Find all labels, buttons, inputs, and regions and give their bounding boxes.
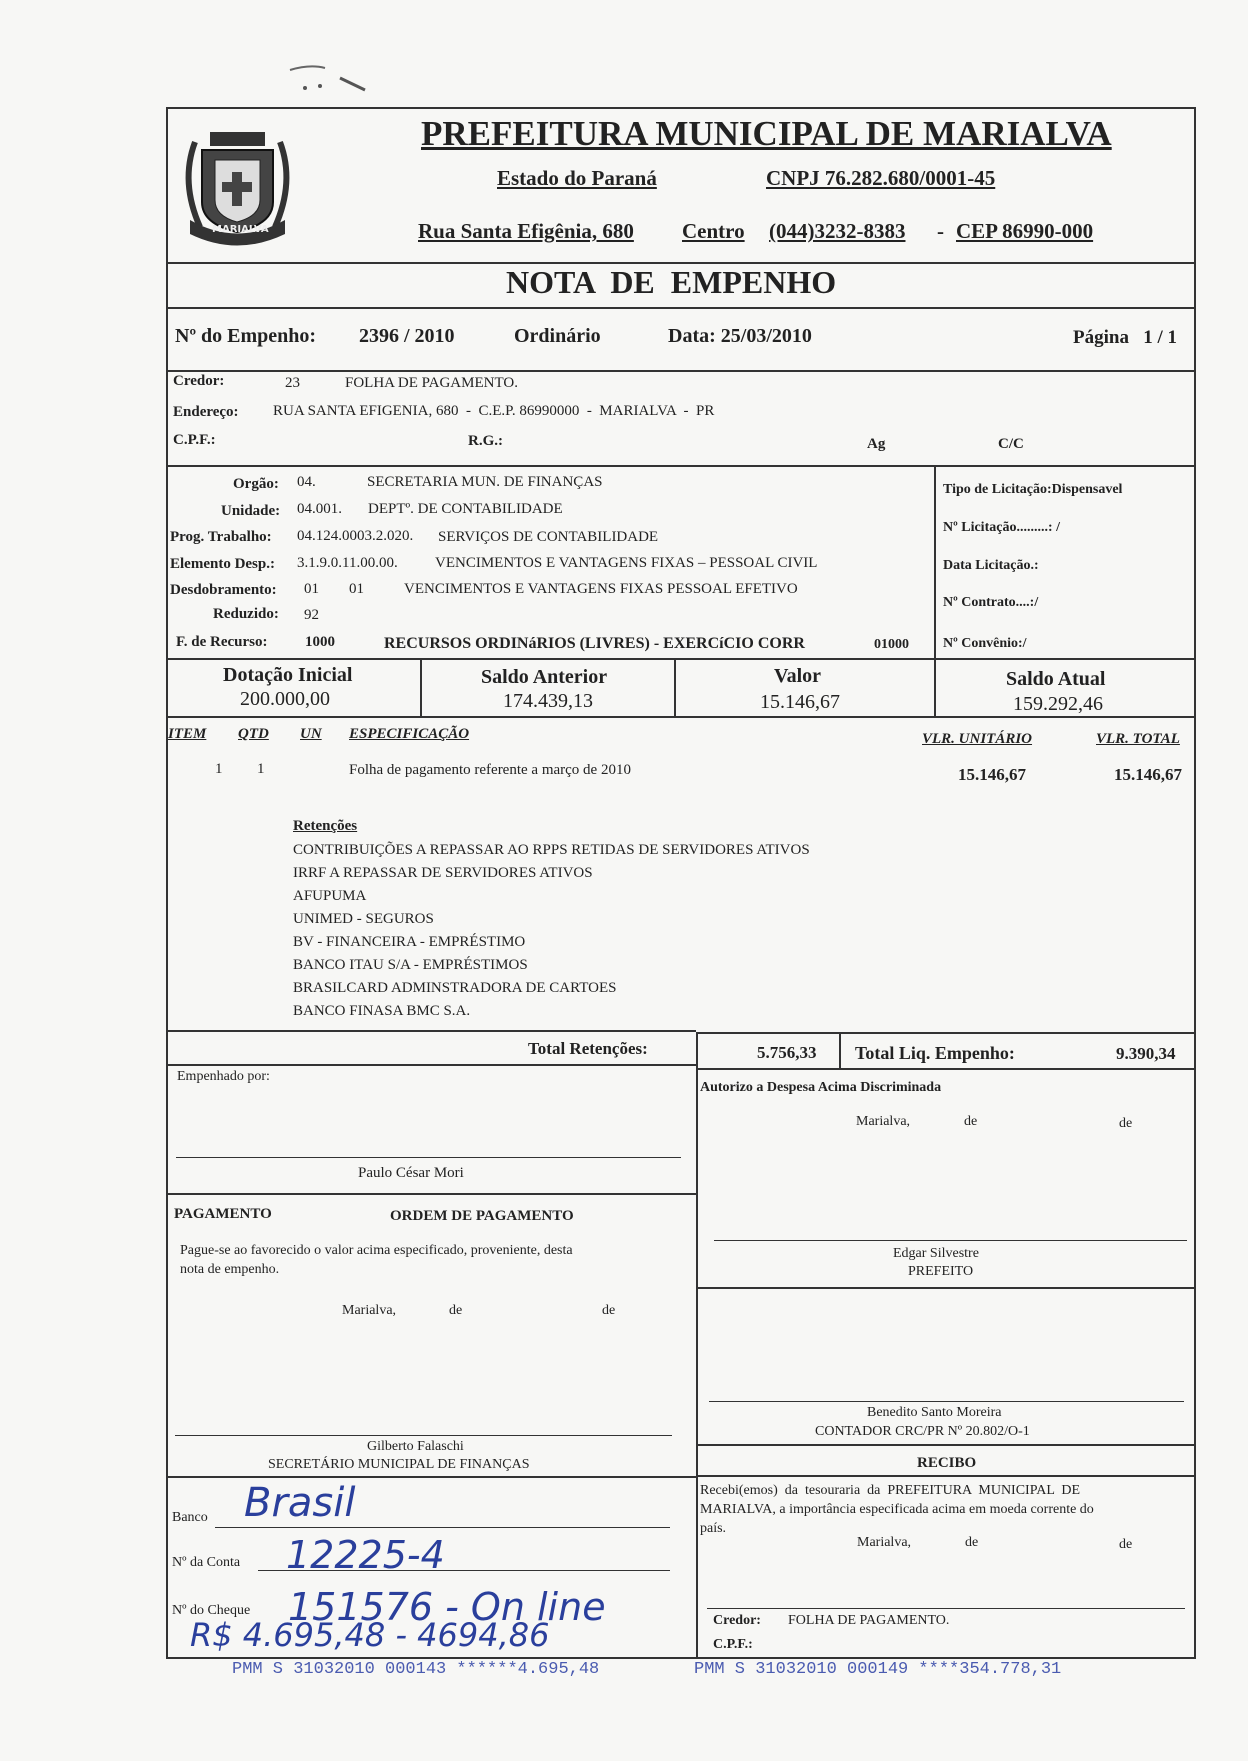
recurso-value: RECURSOS ORDINáRIOS (LIVRES) - EXERCíCIO CORR	[384, 635, 805, 652]
empenho-type: Ordinário	[514, 325, 601, 347]
numero-licitacao: Nº Licitação.........: /	[943, 520, 1060, 535]
retencao-desc: BRASILCARD ADMINSTRADORA DE CARTOES	[293, 980, 617, 996]
edgar-signature-name: Edgar Silvestre	[893, 1246, 979, 1261]
credor-label: Credor:	[173, 373, 225, 389]
cnpj-label: CNPJ 76.282.680/0001-45	[766, 166, 996, 190]
state-label: Estado do Paraná	[497, 166, 657, 190]
paulo-signature-name: Paulo César Mori	[358, 1165, 464, 1181]
col-item: ITEM	[168, 726, 207, 742]
prog-value: SERVIÇOS DE CONTABILIDADE	[438, 529, 659, 545]
unidade-value: DEPTº. DE CONTABILIDADE	[368, 501, 563, 517]
item-unit: 15.146,67	[958, 765, 1026, 784]
total-liquido-value: 9.390,34	[1116, 1044, 1176, 1063]
saldo-atual-label: Saldo Atual	[1006, 668, 1106, 690]
coat-of-arms-icon	[170, 112, 305, 252]
item-qty: 1	[257, 761, 265, 777]
credor-name: FOLHA DE PAGAMENTO.	[345, 375, 518, 391]
tipo-licitacao: Tipo de Licitação:Dispensavel	[943, 482, 1123, 497]
recibo-text-3: país.	[700, 1521, 727, 1536]
retencao-desc: IRRF A REPASSAR DE SERVIDORES ATIVOS	[293, 865, 593, 881]
retencoes-title: Retenções	[293, 818, 358, 834]
cpf-label: C.P.F.:	[173, 432, 216, 448]
elemento-label: Elemento Desp.:	[170, 556, 275, 572]
reduzido-label: Reduzido:	[213, 606, 279, 622]
credor-code: 23	[285, 375, 300, 391]
stamp-right: PMM S 31032010 000149 ****354.778,31	[694, 1660, 1062, 1679]
data-licitacao: Data Licitação.:	[943, 558, 1039, 573]
pagamento-de-1: de	[449, 1303, 463, 1318]
ag-label: Ag	[867, 436, 886, 452]
autorizo-de-1: de	[964, 1114, 978, 1129]
recibo-de-2: de	[1119, 1537, 1133, 1552]
unidade-code: 04.001.	[297, 501, 342, 517]
retencao-desc: CONTRIBUIÇÕES A REPASSAR AO RPPS RETIDAS DE SERVIDORES ATIVOS	[293, 842, 810, 858]
banco-handwritten: Brasil	[244, 1480, 356, 1526]
recurso-label: F. de Recurso:	[176, 634, 268, 650]
elemento-code: 3.1.9.0.11.00.00.	[297, 555, 398, 571]
col-especificacao: ESPECIFICAÇÃO	[349, 726, 470, 742]
valor-label: Valor	[774, 665, 822, 687]
cheque-label: Nº do Cheque	[172, 1603, 251, 1618]
recibo-text-1: Recebi(emos) da tesouraria da PREFEITURA MUNICIPAL DE	[700, 1483, 1081, 1498]
desdobramento-value: VENCIMENTOS E VANTAGENS FIXAS PESSOAL EFETIVO	[404, 581, 798, 597]
secretario-label: SECRETÁRIO MUNICIPAL DE FINANÇAS	[268, 1457, 530, 1472]
document-title: NOTA DE EMPENHO	[506, 264, 837, 300]
col-qtd: QTD	[238, 726, 269, 742]
pagamento-de-2: de	[602, 1303, 616, 1318]
autorizo-de-2: de	[1119, 1116, 1133, 1131]
dotacao-label: Dotação Inicial	[223, 664, 353, 686]
retencao-desc: BANCO FINASA BMC S.A.	[293, 1003, 471, 1019]
autorizo-label: Autorizo a Despesa Acima Discriminada	[700, 1080, 942, 1095]
col-un: UN	[300, 726, 322, 742]
retencao-desc: UNIMED - SEGUROS	[293, 911, 434, 927]
pagamento-marialva: Marialva,	[342, 1303, 397, 1318]
empenho-number: 2396 / 2010	[359, 325, 455, 347]
recibo-label: RECIBO	[917, 1455, 977, 1471]
contador-label: CONTADOR CRC/PR Nº 20.802/O-1	[815, 1424, 1030, 1439]
valor-handwritten: R$ 4.695,48 - 4694,86	[190, 1616, 550, 1654]
retencao-desc: BV - FINANCEIRA - EMPRÉSTIMO	[293, 934, 526, 950]
reduzido-value: 92	[304, 607, 319, 623]
city-hall-title: PREFEITURA MUNICIPAL DE MARIALVA	[421, 114, 1112, 153]
conta-handwritten: 12225-4	[286, 1533, 445, 1577]
phone-label: (044)3232-8383	[769, 219, 906, 243]
autorizo-marialva: Marialva,	[856, 1114, 911, 1129]
cep-label: CEP 86990-000	[956, 219, 1094, 243]
coat-banner-text: MARIALVA	[212, 224, 269, 235]
numero-convenio: Nº Convênio:/	[943, 636, 1027, 651]
orgao-label: Orgão:	[233, 476, 279, 492]
address-label: Rua Santa Efigênia, 680	[418, 219, 634, 243]
saldo-atual-value: 159.292,46	[1013, 693, 1103, 715]
rg-label: R.G.:	[468, 433, 503, 449]
endereco-value: RUA SANTA EFIGENIA, 680 - C.E.P. 86990000 - MARIALVA - PR	[273, 403, 715, 419]
pagamento-text-2: nota de empenho.	[180, 1262, 280, 1277]
desdobramento-a: 01	[304, 581, 319, 597]
total-retencoes-label: Total Retenções:	[528, 1039, 648, 1058]
header-dash: -	[937, 219, 944, 243]
dotacao-value: 200.000,00	[240, 688, 330, 710]
total-retencoes-value: 5.756,33	[757, 1043, 817, 1062]
col-vlr-total: VLR. TOTAL	[1096, 731, 1180, 747]
item-number: 1	[215, 761, 223, 777]
numero-contrato: Nº Contrato....:/	[943, 595, 1039, 610]
empenho-number-label: Nº do Empenho:	[175, 325, 317, 347]
stamp-left: PMM S 31032010 000143 ******4.695,48	[232, 1660, 600, 1679]
valor-value: 15.146,67	[760, 691, 840, 713]
orgao-code: 04.	[297, 474, 316, 490]
recibo-text-2: MARIALVA, a importância especificada acima em moeda corrente do	[700, 1502, 1094, 1517]
banco-label: Banco	[172, 1510, 208, 1525]
unidade-label: Unidade:	[221, 503, 281, 519]
prog-label: Prog. Trabalho:	[170, 529, 272, 545]
saldo-anterior-value: 174.439,13	[503, 690, 593, 712]
item-total: 15.146,67	[1114, 765, 1182, 784]
elemento-value: VENCIMENTOS E VANTAGENS FIXAS – PESSOAL CIVIL	[435, 555, 818, 571]
centro-label: Centro	[682, 219, 745, 243]
page-number: Página 1 / 1	[1073, 327, 1177, 348]
recibo-marialva: Marialva,	[857, 1535, 912, 1550]
recurso-number: 01000	[874, 637, 909, 652]
cheque-handwritten: 151576 - On line	[288, 1585, 606, 1629]
recibo-de-1: de	[965, 1535, 979, 1550]
recibo-credor-label: Credor:	[713, 1613, 761, 1628]
total-liquido-label: Total Liq. Empenho:	[855, 1043, 1015, 1063]
retencao-desc: AFUPUMA	[293, 888, 367, 904]
cc-label: C/C	[998, 436, 1024, 452]
prog-code: 04.124.0003.2.020.	[297, 528, 414, 544]
recurso-code: 1000	[305, 634, 335, 650]
scan-mark	[285, 58, 375, 98]
endereco-label: Endereço:	[173, 404, 239, 420]
prefeito-label: PREFEITO	[908, 1264, 974, 1279]
gilberto-signature-name: Gilberto Falaschi	[367, 1439, 464, 1454]
col-vlr-unitario: VLR. UNITÁRIO	[922, 731, 1033, 747]
conta-label: Nº da Conta	[172, 1555, 241, 1570]
retencao-desc: BANCO ITAU S/A - EMPRÉSTIMOS	[293, 957, 528, 973]
empenhado-por-label: Empenhado por:	[177, 1069, 270, 1084]
desdobramento-b: 01	[349, 581, 364, 597]
pagamento-label: PAGAMENTO	[174, 1206, 272, 1222]
desdobramento-label: Desdobramento:	[170, 582, 277, 598]
benedito-signature-name: Benedito Santo Moreira	[867, 1405, 1002, 1420]
orgao-value: SECRETARIA MUN. DE FINANÇAS	[367, 474, 603, 490]
pagamento-text-1: Pague-se ao favorecido o valor acima especificado, proveniente, desta	[180, 1243, 573, 1258]
recibo-cpf-label: C.P.F.:	[713, 1637, 753, 1652]
item-desc: Folha de pagamento referente a março de 2010	[349, 762, 631, 778]
saldo-anterior-label: Saldo Anterior	[481, 666, 608, 688]
recibo-credor-value: FOLHA DE PAGAMENTO.	[788, 1613, 950, 1628]
ordem-pagamento-label: ORDEM DE PAGAMENTO	[390, 1208, 574, 1224]
empenho-date: Data: 25/03/2010	[668, 325, 812, 347]
